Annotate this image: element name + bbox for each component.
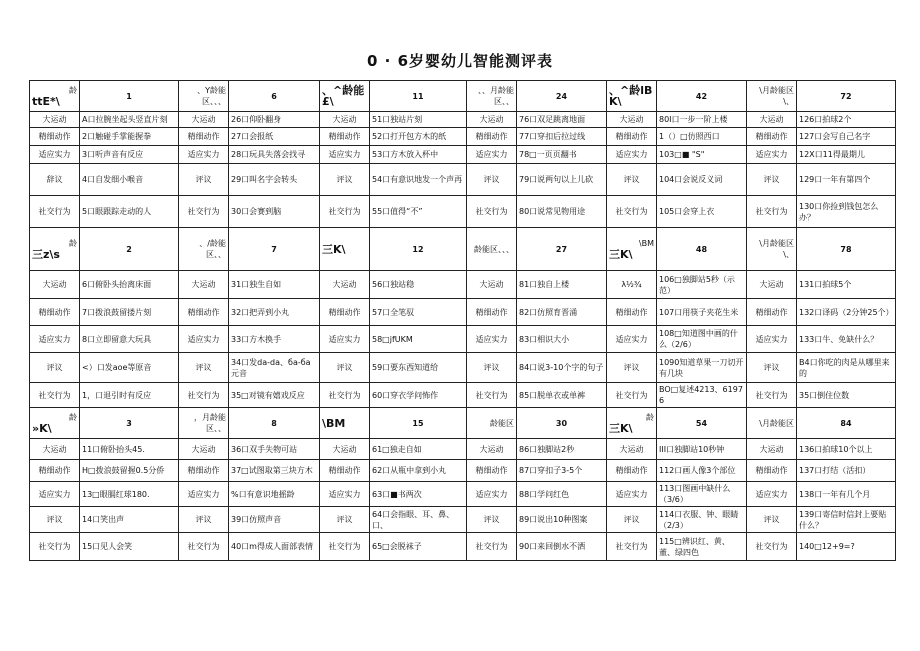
ability-area-label: 社交行为 [30,533,80,561]
test-item-cell: 62口从瓶中拿到小丸 [370,460,467,482]
item-row [30,146,896,164]
age-area-label-top: 龄能区、、、 [474,244,514,254]
test-item-cell: 1，口退引时有反应 [80,383,179,408]
test-item-cell: 112口画人像3个部位 [657,460,747,482]
test-item-cell: 85口脱单衣或单裤 [517,383,607,408]
ability-area-label: 适应实力 [320,482,370,507]
test-item-cell: 90口来回倒水不洒 [517,533,607,561]
ability-area-label: 社交行为 [467,533,517,561]
age-area-label-bottom: 三K\ [322,242,346,256]
test-item-cell: 106□独脚站5秒（示范） [657,271,747,299]
age-month-cell: 11 [370,81,467,112]
ability-area-label: 社交行为 [320,383,370,408]
test-item-cell: 15口见人会笑 [80,533,179,561]
test-item-cell: 59口要东西知道给 [370,353,467,383]
test-item-cell: 56口独站稳 [370,271,467,299]
ability-area-label: 评议 [320,164,370,196]
ability-area-label: 评议 [607,507,657,533]
ability-area-label: 适应实力 [320,146,370,164]
test-item-cell: B4口你吃的肉是从哪里来的 [797,353,896,383]
ability-area-label: 大运动 [30,112,80,128]
item-row [30,326,896,353]
test-item-cell: 53口方木放入杯中 [370,146,467,164]
test-item-cell: 58□jfUKM [370,326,467,353]
test-item-cell: 7口拨浪鼓留搂片刻 [80,299,179,326]
ability-area-label: 社交行为 [467,196,517,228]
ability-area-label: 精细动作 [607,299,657,326]
ability-area-label: 适应实力 [607,482,657,507]
ability-area-label: 社交行为 [320,196,370,228]
age-month-cell: 3 [80,408,179,439]
test-item-cell: 76口双足跳离地面 [517,112,607,128]
test-item-cell: 57口全笔驭 [370,299,467,326]
ability-area-label: 大运动 [467,271,517,299]
age-area-label-cell [467,408,517,439]
ability-area-label: 大运动 [30,439,80,460]
test-item-cell: 131口拍球5个 [797,271,896,299]
ability-area-label: 社交行为 [747,533,797,561]
age-area-label-cell [747,81,797,112]
test-item-cell: 84口说3-10个字的句子 [517,353,607,383]
test-item-cell: 86口独脚站2秒 [517,439,607,460]
ability-area-label: 评议 [747,164,797,196]
age-month-cell: 2 [80,228,179,271]
age-area-label-cell [320,408,370,439]
test-item-cell: 55口值得“不” [370,196,467,228]
test-item-cell: 113口图画中缺什么（3/6） [657,482,747,507]
ability-area-label: 社交行为 [607,196,657,228]
test-item-cell: 132口译码（2分钟25个） [797,299,896,326]
item-row [30,460,896,482]
test-item-cell: 1090知道草果一刀切开有几块 [657,353,747,383]
ability-area-label: 大运动 [467,112,517,128]
test-item-cell: 2口触碰手掌能握拳 [80,128,179,146]
test-item-cell: 79口说两句以上儿砍 [517,164,607,196]
test-item-cell: 51口独站片刻 [370,112,467,128]
ability-area-label: 大运动 [179,271,229,299]
ability-area-label: 大运动 [607,112,657,128]
age-area-label-top: \月龄能区\、 [759,86,794,106]
age-area-label-bottom: \BM [322,416,346,430]
test-item-cell: 28口玩具失落会找寻 [229,146,320,164]
test-item-cell: 139口寄信时信封上要贴什么？ [797,507,896,533]
test-item-cell: 82口仿照育晋涌 [517,299,607,326]
age-area-label-cell [607,228,657,271]
ability-area-label: 适应实力 [30,146,80,164]
ability-area-label: 适应实力 [747,146,797,164]
test-item-cell: 108□知道图中画的什么（2/6） [657,326,747,353]
test-item-cell: 136口拍球10个以上 [797,439,896,460]
ability-area-label: 评议 [467,507,517,533]
age-area-label-cell [467,81,517,112]
test-item-cell: <）口发aoe等原音 [80,353,179,383]
ability-area-label: 精细动作 [467,460,517,482]
age-month-cell: 6 [229,81,320,112]
ability-area-label: λ½¾ [607,271,657,299]
ability-area-label: 精细动作 [607,460,657,482]
age-area-label-bottom: 三K\ [609,422,633,435]
test-item-cell: 103□■ "S" [657,146,747,164]
age-month-cell: 12 [370,228,467,271]
test-item-cell: 4口自发细小喉音 [80,164,179,196]
age-area-label-top: 、Y龄能区、、、 [197,86,226,106]
age-area-label-bottom: 三K\ [609,248,633,261]
ability-area-label: 大运动 [607,439,657,460]
ability-area-label: 评议 [179,353,229,383]
test-item-cell: 11口俯卧抬头45. [80,439,179,460]
age-area-label-cell [30,228,80,271]
test-item-cell: 88口学问红色 [517,482,607,507]
age-area-label-top: \BM [638,239,654,248]
age-month-cell: 42 [657,81,747,112]
item-row [30,271,896,299]
ability-area-label: 大运动 [747,271,797,299]
ability-area-label: 大运动 [179,439,229,460]
age-area-label-cell [30,408,80,439]
age-month-cell: 1 [80,81,179,112]
ability-area-label: 精细动作 [467,128,517,146]
age-area-label-cell [607,81,657,112]
age-header-row [30,408,896,439]
age-area-label-top: 龄 [69,413,77,422]
ability-area-label: 社交行为 [607,383,657,408]
ability-area-label: 社交行为 [320,533,370,561]
ability-area-label: 大运动 [747,112,797,128]
ability-area-label: 大运动 [320,112,370,128]
ability-area-label: 适应实力 [30,326,80,353]
test-item-cell: 39口仿照声音 [229,507,320,533]
ability-area-label: 适应实力 [747,326,797,353]
item-row [30,439,896,460]
ability-area-label: 适应实力 [467,326,517,353]
ability-area-label: 评议 [607,164,657,196]
test-item-cell: 126口拍球2个 [797,112,896,128]
ability-area-label: 适应实力 [467,146,517,164]
test-item-cell: 29口叫名字会转头 [229,164,320,196]
age-header-row [30,228,896,271]
ability-area-label: 辞议 [30,164,80,196]
ability-area-label: 精细动作 [30,299,80,326]
age-area-label-top: 、、月龄能区、、 [478,86,514,106]
age-month-cell: 7 [229,228,320,271]
test-item-cell: 87口穿扣子3-5个 [517,460,607,482]
test-item-cell: 30口会赛到脑 [229,196,320,228]
age-area-label-cell [747,408,797,439]
ability-area-label: 大运动 [179,112,229,128]
age-area-label-cell [179,228,229,271]
test-item-cell: 13□眼膈红球180. [80,482,179,507]
ability-area-label: 大运动 [467,439,517,460]
test-item-cell: 64口会指眼、耳、鼻、口、 [370,507,467,533]
ability-area-label: 精细动作 [747,460,797,482]
ability-area-label: 评议 [320,507,370,533]
test-item-cell: BO□复述4213、61976 [657,383,747,408]
age-area-label-top: \月龄能区\、 [759,239,794,259]
ability-area-label: 大运动 [747,439,797,460]
ability-area-label: 社交行为 [467,383,517,408]
test-item-cell: III口独脚站10秒钟 [657,439,747,460]
test-item-cell: 8口立即留意大玩具 [80,326,179,353]
age-area-label-cell [179,408,229,439]
test-item-cell: 52口打开包方木的纸 [370,128,467,146]
age-area-label-bottom: 、^龄能£\ [322,84,365,108]
ability-area-label: 社交行为 [179,383,229,408]
age-month-cell: 24 [517,81,607,112]
test-item-cell: 80I口一步一阶上楼 [657,112,747,128]
ability-area-label: 评议 [467,353,517,383]
item-row [30,507,896,533]
test-item-cell: 33口方木换手 [229,326,320,353]
ability-area-label: 社交行为 [747,383,797,408]
test-item-cell: 105口会穿上衣 [657,196,747,228]
test-item-cell: 61□独走自如 [370,439,467,460]
age-month-cell: 8 [229,408,320,439]
test-item-cell: 63口■书两次 [370,482,467,507]
test-item-cell: 35□对镜有嬉戏反应 [229,383,320,408]
item-row [30,164,896,196]
item-row [30,353,896,383]
age-area-label-cell [320,81,370,112]
age-area-label-top: ，月龄能区、、 [194,413,226,433]
test-item-cell: 78□一页页翻书 [517,146,607,164]
assessment-table [29,80,896,561]
ability-area-label: 适应实力 [747,482,797,507]
ability-area-label: 社交行为 [179,533,229,561]
test-item-cell: 32口把弄到小丸 [229,299,320,326]
test-item-cell: 133口牛、免缺什么？ [797,326,896,353]
item-row [30,128,896,146]
ability-area-label: 评议 [607,353,657,383]
age-area-label-top: 龄 [69,86,77,95]
age-area-label-cell [320,228,370,271]
test-item-cell: %口有意识地摇龄 [229,482,320,507]
ability-area-label: 精细动作 [320,128,370,146]
test-item-cell: 36口双手失物可站 [229,439,320,460]
test-item-cell: 5口眼跟踪走动的人 [80,196,179,228]
test-item-cell: 83口相识大小 [517,326,607,353]
ability-area-label: 适应实力 [320,326,370,353]
ability-area-label: 精细动作 [467,299,517,326]
age-area-label-bottom: ttE*\ [32,95,60,108]
page-title: 0 · 6岁婴幼儿智能测评表 [366,52,554,70]
test-item-cell: 27口会报纸 [229,128,320,146]
ability-area-label: 精细动作 [320,460,370,482]
ability-area-label: 评议 [320,353,370,383]
age-month-cell: 78 [797,228,896,271]
ability-area-label: 社交行为 [747,196,797,228]
age-area-label-cell [179,81,229,112]
item-row [30,299,896,326]
age-header-row [30,81,896,112]
age-month-cell: 15 [370,408,467,439]
item-row [30,482,896,507]
test-item-cell: 1（）□仿照西口 [657,128,747,146]
test-item-cell: 37□试图取第三块方木 [229,460,320,482]
ability-area-label: 精细动作 [30,460,80,482]
ability-area-label: 评议 [30,353,80,383]
test-item-cell: 104口会说反义词 [657,164,747,196]
age-month-cell: 27 [517,228,607,271]
ability-area-label: 适应实力 [179,146,229,164]
test-item-cell: 137口打结（活扣） [797,460,896,482]
test-item-cell: 140□12+9=? [797,533,896,561]
test-item-cell: 107口用筷子夹花生米 [657,299,747,326]
ability-area-label: 社交行为 [30,196,80,228]
ability-area-label: 评议 [179,164,229,196]
ability-area-label: 精细动作 [607,128,657,146]
item-row [30,533,896,561]
ability-area-label: 社交行为 [30,383,80,408]
test-item-cell: 60口穿衣学问怖作 [370,383,467,408]
ability-area-label: 评议 [747,353,797,383]
test-item-cell: 31口独生自如 [229,271,320,299]
test-item-cell: 3口听声音有反应 [80,146,179,164]
test-item-cell: 81口独自上楼 [517,271,607,299]
age-area-label-bottom: 、^龄lBK\ [609,84,653,108]
age-month-cell: 84 [797,408,896,439]
test-item-cell: 12X口11得最期儿 [797,146,896,164]
ability-area-label: 适应实力 [179,482,229,507]
ability-area-label: 大运动 [30,271,80,299]
test-item-cell: 114口衣服、钟、眼睛（2/3） [657,507,747,533]
ability-area-label: 适应实力 [607,146,657,164]
test-item-cell: H□拨浪鼓留握0.5分侨 [80,460,179,482]
age-area-label-cell [747,228,797,271]
test-item-cell: 34口发da-da、ба-ба元音 [229,353,320,383]
test-item-cell: 129口一年有第四个 [797,164,896,196]
test-item-cell: 14口笑出声 [80,507,179,533]
ability-area-label: 精细动作 [320,299,370,326]
ability-area-label: 适应实力 [607,326,657,353]
test-item-cell: 35口倒住位数 [797,383,896,408]
test-item-cell: 6口俯卧头抬离床面 [80,271,179,299]
test-item-cell: 130口你捡到钱包怎么办？ [797,196,896,228]
ability-area-label: 评议 [179,507,229,533]
test-item-cell: 77口穿扣后拉过线 [517,128,607,146]
age-area-label-top: \月龄能区 [759,418,794,428]
age-month-cell: 30 [517,408,607,439]
ability-area-label: 适应实力 [467,482,517,507]
test-item-cell: 89口说出10种图案 [517,507,607,533]
test-item-cell: 127口会写自己名字 [797,128,896,146]
ability-area-label: 大运动 [320,271,370,299]
age-area-label-top: 龄能区 [490,418,514,428]
age-area-label-cell [30,81,80,112]
ability-area-label: 适应实力 [179,326,229,353]
ability-area-label: 评议 [30,507,80,533]
ability-area-label: 评议 [747,507,797,533]
ability-area-label: 精细动作 [179,460,229,482]
test-item-cell: 26口仰卧翻身 [229,112,320,128]
ability-area-label: 精细动作 [747,299,797,326]
item-row [30,196,896,228]
item-row [30,383,896,408]
ability-area-label: 精细动作 [179,128,229,146]
test-item-cell: 40口m得成人面部表情 [229,533,320,561]
ability-area-label: 适应实力 [30,482,80,507]
test-item-cell: 65□会脱袜子 [370,533,467,561]
ability-area-label: 社交行为 [607,533,657,561]
item-row [30,112,896,128]
age-month-cell: 48 [657,228,747,271]
test-item-cell: 80口说常见物用途 [517,196,607,228]
test-item-cell: A口拉腕坐起头竖直片刻 [80,112,179,128]
age-area-label-bottom: 三z\s [32,248,60,261]
test-item-cell: 115□辨识红、黄、董、绿四色 [657,533,747,561]
age-area-label-cell [607,408,657,439]
age-area-label-cell [467,228,517,271]
ability-area-label: 评议 [467,164,517,196]
age-month-cell: 54 [657,408,747,439]
ability-area-label: 社交行为 [179,196,229,228]
ability-area-label: 精细动作 [179,299,229,326]
age-area-label-top: 龄 [69,239,77,248]
age-area-label-top: 龄 [646,413,654,422]
test-item-cell: 138口一年有几个月 [797,482,896,507]
ability-area-label: 精细动作 [747,128,797,146]
age-area-label-bottom: »K\ [32,422,52,435]
ability-area-label: 大运动 [320,439,370,460]
age-month-cell: 72 [797,81,896,112]
test-item-cell: 54口有意识地发一个声再 [370,164,467,196]
age-area-label-top: 、/龄能区、、 [199,239,226,259]
ability-area-label: 精细动作 [30,128,80,146]
